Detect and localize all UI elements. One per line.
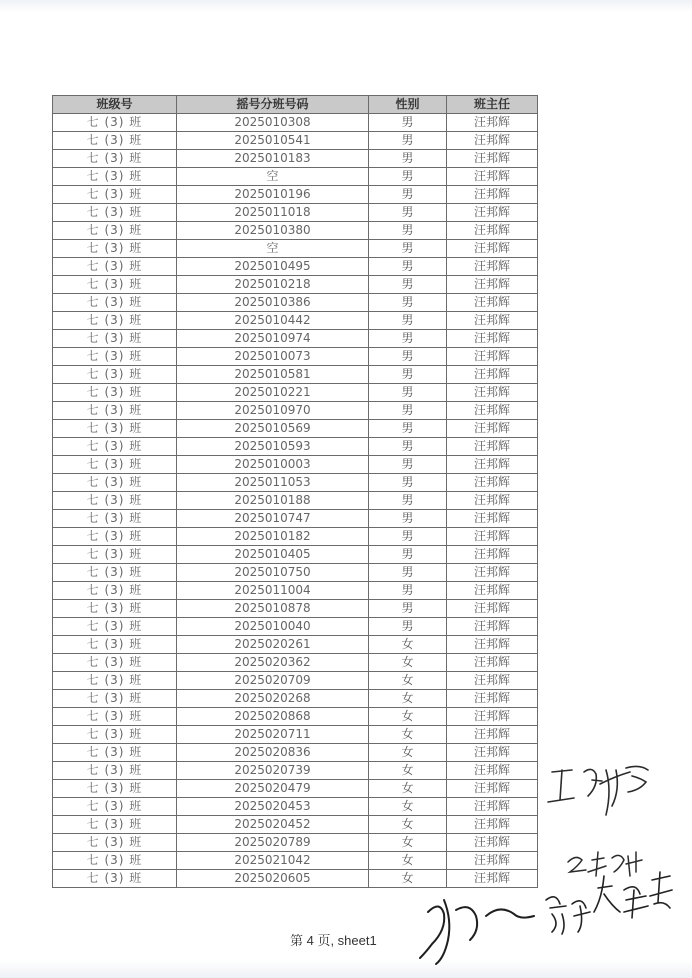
lottery-number-cell: 2025010308 (177, 114, 369, 132)
table-row (53, 582, 538, 600)
class-cell: 七 (3) 班 (53, 780, 177, 798)
head-teacher-cell: 汪邦辉 (447, 276, 538, 294)
head-teacher-cell: 汪邦辉 (447, 618, 538, 636)
table-row (53, 780, 538, 798)
class-cell: 七 (3) 班 (53, 456, 177, 474)
lottery-number-cell: 2025010380 (177, 222, 369, 240)
head-teacher-cell: 汪邦辉 (447, 798, 538, 816)
lottery-number-cell: 2025020605 (177, 870, 369, 888)
head-teacher-cell: 汪邦辉 (447, 294, 538, 312)
gender-cell: 男 (369, 528, 447, 546)
class-cell: 七 (3) 班 (53, 276, 177, 294)
table-row (53, 132, 538, 150)
lottery-number-cell: 2025010541 (177, 132, 369, 150)
head-teacher-cell: 汪邦辉 (447, 456, 538, 474)
gender-cell: 男 (369, 420, 447, 438)
lottery-number-cell: 2025020261 (177, 636, 369, 654)
lottery-number-cell: 2025020453 (177, 798, 369, 816)
class-roster-table (52, 95, 538, 888)
header-head-teacher: 班主任 (447, 96, 538, 114)
lottery-number-cell: 2025010221 (177, 384, 369, 402)
lottery-number-cell: 2025010188 (177, 492, 369, 510)
table-row (53, 654, 538, 672)
lottery-number-cell: 2025020739 (177, 762, 369, 780)
head-teacher-cell: 汪邦辉 (447, 366, 538, 384)
gender-cell: 男 (369, 186, 447, 204)
class-cell: 七 (3) 班 (53, 762, 177, 780)
lottery-number-cell: 2025010593 (177, 438, 369, 456)
lottery-number-cell: 2025011053 (177, 474, 369, 492)
gender-cell: 男 (369, 600, 447, 618)
class-cell: 七 (3) 班 (53, 870, 177, 888)
table-row (53, 852, 538, 870)
lottery-number-cell: 空 (177, 240, 369, 258)
head-teacher-cell: 汪邦辉 (447, 312, 538, 330)
gender-cell: 男 (369, 618, 447, 636)
gender-cell: 女 (369, 762, 447, 780)
head-teacher-cell: 汪邦辉 (447, 582, 538, 600)
class-cell: 七 (3) 班 (53, 294, 177, 312)
lottery-number-cell: 2025010495 (177, 258, 369, 276)
class-cell: 七 (3) 班 (53, 150, 177, 168)
table-row (53, 420, 538, 438)
class-cell: 七 (3) 班 (53, 726, 177, 744)
gender-cell: 男 (369, 456, 447, 474)
class-cell: 七 (3) 班 (53, 798, 177, 816)
head-teacher-cell: 汪邦辉 (447, 330, 538, 348)
head-teacher-cell: 汪邦辉 (447, 132, 538, 150)
gender-cell: 女 (369, 726, 447, 744)
table-row (53, 690, 538, 708)
gender-cell: 男 (369, 510, 447, 528)
class-cell: 七 (3) 班 (53, 222, 177, 240)
gender-cell: 男 (369, 114, 447, 132)
gender-cell: 女 (369, 654, 447, 672)
class-cell: 七 (3) 班 (53, 690, 177, 708)
lottery-number-cell: 2025010569 (177, 420, 369, 438)
table-row (53, 762, 538, 780)
table-row (53, 204, 538, 222)
lottery-number-cell: 2025011004 (177, 582, 369, 600)
head-teacher-cell: 汪邦辉 (447, 834, 538, 852)
class-cell: 七 (3) 班 (53, 564, 177, 582)
class-cell: 七 (3) 班 (53, 402, 177, 420)
head-teacher-cell: 汪邦辉 (447, 528, 538, 546)
class-cell: 七 (3) 班 (53, 546, 177, 564)
table-row (53, 816, 538, 834)
head-teacher-cell: 汪邦辉 (447, 114, 538, 132)
head-teacher-cell: 汪邦辉 (447, 726, 538, 744)
table-row (53, 744, 538, 762)
head-teacher-cell: 汪邦辉 (447, 654, 538, 672)
gender-cell: 男 (369, 402, 447, 420)
head-teacher-cell: 汪邦辉 (447, 744, 538, 762)
lottery-number-cell: 2025010970 (177, 402, 369, 420)
gender-cell: 男 (369, 258, 447, 276)
head-teacher-cell: 汪邦辉 (447, 870, 538, 888)
gender-cell: 女 (369, 816, 447, 834)
gender-cell: 男 (369, 384, 447, 402)
head-teacher-cell: 汪邦辉 (447, 420, 538, 438)
gender-cell: 男 (369, 564, 447, 582)
gender-cell: 女 (369, 690, 447, 708)
gender-cell: 男 (369, 474, 447, 492)
gender-cell: 男 (369, 492, 447, 510)
gender-cell: 男 (369, 204, 447, 222)
table-row (53, 348, 538, 366)
table-row (53, 150, 538, 168)
gender-cell: 男 (369, 132, 447, 150)
gender-cell: 男 (369, 222, 447, 240)
lottery-number-cell: 2025020709 (177, 672, 369, 690)
class-cell: 七 (3) 班 (53, 492, 177, 510)
lottery-number-cell: 2025010182 (177, 528, 369, 546)
head-teacher-cell: 汪邦辉 (447, 150, 538, 168)
head-teacher-cell: 汪邦辉 (447, 186, 538, 204)
gender-cell: 男 (369, 312, 447, 330)
header-class: 班级号 (53, 96, 177, 114)
class-cell: 七 (3) 班 (53, 654, 177, 672)
lottery-number-cell: 2025010750 (177, 564, 369, 582)
class-cell: 七 (3) 班 (53, 366, 177, 384)
lottery-number-cell: 2025010974 (177, 330, 369, 348)
gender-cell: 女 (369, 834, 447, 852)
lottery-number-cell: 2025010218 (177, 276, 369, 294)
class-cell: 七 (3) 班 (53, 348, 177, 366)
head-teacher-cell: 汪邦辉 (447, 762, 538, 780)
gender-cell: 女 (369, 798, 447, 816)
gender-cell: 男 (369, 348, 447, 366)
lottery-number-cell: 2025010196 (177, 186, 369, 204)
head-teacher-cell: 汪邦辉 (447, 600, 538, 618)
table-row (53, 222, 538, 240)
lottery-number-cell: 2025020836 (177, 744, 369, 762)
gender-cell: 男 (369, 438, 447, 456)
lottery-number-cell: 2025010003 (177, 456, 369, 474)
class-cell: 七 (3) 班 (53, 852, 177, 870)
table-row (53, 312, 538, 330)
head-teacher-cell: 汪邦辉 (447, 708, 538, 726)
head-teacher-cell: 汪邦辉 (447, 474, 538, 492)
class-cell: 七 (3) 班 (53, 186, 177, 204)
class-cell: 七 (3) 班 (53, 132, 177, 150)
class-cell: 七 (3) 班 (53, 420, 177, 438)
lottery-number-cell: 2025020711 (177, 726, 369, 744)
head-teacher-cell: 汪邦辉 (447, 672, 538, 690)
head-teacher-cell: 汪邦辉 (447, 348, 538, 366)
gender-cell: 女 (369, 636, 447, 654)
class-cell: 七 (3) 班 (53, 510, 177, 528)
class-cell: 七 (3) 班 (53, 384, 177, 402)
gender-cell: 女 (369, 780, 447, 798)
lottery-number-cell: 2025021042 (177, 852, 369, 870)
lottery-number-cell: 2025020868 (177, 708, 369, 726)
page-footer: 第 4 页, sheet1 (290, 933, 377, 948)
head-teacher-cell: 汪邦辉 (447, 546, 538, 564)
gender-cell: 男 (369, 582, 447, 600)
class-cell: 七 (3) 班 (53, 528, 177, 546)
gender-cell: 女 (369, 870, 447, 888)
lottery-number-cell: 2025010386 (177, 294, 369, 312)
lottery-number-cell: 2025010073 (177, 348, 369, 366)
head-teacher-cell: 汪邦辉 (447, 204, 538, 222)
head-teacher-cell: 汪邦辉 (447, 258, 538, 276)
gender-cell: 女 (369, 708, 447, 726)
table-header-row (53, 96, 538, 114)
head-teacher-cell: 汪邦辉 (447, 564, 538, 582)
class-cell: 七 (3) 班 (53, 672, 177, 690)
class-cell: 七 (3) 班 (53, 618, 177, 636)
lottery-number-cell: 2025010442 (177, 312, 369, 330)
class-cell: 七 (3) 班 (53, 312, 177, 330)
gender-cell: 女 (369, 744, 447, 762)
table-row (53, 528, 538, 546)
table-row (53, 474, 538, 492)
table-row (53, 870, 538, 888)
gender-cell: 男 (369, 546, 447, 564)
head-teacher-cell: 汪邦辉 (447, 168, 538, 186)
lottery-number-cell: 2025010878 (177, 600, 369, 618)
class-cell: 七 (3) 班 (53, 636, 177, 654)
table-row (53, 618, 538, 636)
lottery-number-cell: 2025020789 (177, 834, 369, 852)
class-cell: 七 (3) 班 (53, 168, 177, 186)
class-cell: 七 (3) 班 (53, 816, 177, 834)
table-row (53, 276, 538, 294)
table-row (53, 186, 538, 204)
table-row (53, 294, 538, 312)
head-teacher-cell: 汪邦辉 (447, 780, 538, 798)
table-row (53, 600, 538, 618)
gender-cell: 男 (369, 240, 447, 258)
table-row (53, 438, 538, 456)
head-teacher-cell: 汪邦辉 (447, 438, 538, 456)
gender-cell: 男 (369, 276, 447, 294)
header-gender: 性别 (369, 96, 447, 114)
table-row (53, 546, 538, 564)
lottery-number-cell: 2025020479 (177, 780, 369, 798)
head-teacher-cell: 汪邦辉 (447, 222, 538, 240)
table-body (53, 114, 538, 888)
class-cell: 七 (3) 班 (53, 258, 177, 276)
head-teacher-cell: 汪邦辉 (447, 852, 538, 870)
lottery-number-cell: 2025010581 (177, 366, 369, 384)
class-cell: 七 (3) 班 (53, 240, 177, 258)
head-teacher-cell: 汪邦辉 (447, 510, 538, 528)
head-teacher-cell: 汪邦辉 (447, 240, 538, 258)
gender-cell: 男 (369, 168, 447, 186)
table-row (53, 168, 538, 186)
class-cell: 七 (3) 班 (53, 204, 177, 222)
class-cell: 七 (3) 班 (53, 834, 177, 852)
class-cell: 七 (3) 班 (53, 744, 177, 762)
lottery-number-cell: 空 (177, 168, 369, 186)
table-row (53, 240, 538, 258)
class-cell: 七 (3) 班 (53, 708, 177, 726)
head-teacher-cell: 汪邦辉 (447, 816, 538, 834)
class-cell: 七 (3) 班 (53, 600, 177, 618)
head-teacher-cell: 汪邦辉 (447, 492, 538, 510)
class-cell: 七 (3) 班 (53, 582, 177, 600)
head-teacher-cell: 汪邦辉 (447, 384, 538, 402)
gender-cell: 男 (369, 366, 447, 384)
table-row (53, 510, 538, 528)
gender-cell: 女 (369, 852, 447, 870)
lottery-number-cell: 2025010747 (177, 510, 369, 528)
table-row (53, 636, 538, 654)
table-row (53, 564, 538, 582)
lottery-number-cell: 2025010405 (177, 546, 369, 564)
table-row (53, 726, 538, 744)
head-teacher-cell: 汪邦辉 (447, 690, 538, 708)
table-row (53, 672, 538, 690)
table-row (53, 456, 538, 474)
lottery-number-cell: 2025011018 (177, 204, 369, 222)
gender-cell: 男 (369, 294, 447, 312)
table-row (53, 492, 538, 510)
head-teacher-cell: 汪邦辉 (447, 402, 538, 420)
class-cell: 七 (3) 班 (53, 330, 177, 348)
lottery-number-cell: 2025010040 (177, 618, 369, 636)
table-row (53, 708, 538, 726)
lottery-number-cell: 2025020362 (177, 654, 369, 672)
table-row (53, 114, 538, 132)
header-lottery-number: 摇号分班号码 (177, 96, 369, 114)
table-row (53, 834, 538, 852)
head-teacher-cell: 汪邦辉 (447, 636, 538, 654)
table-row (53, 384, 538, 402)
gender-cell: 女 (369, 672, 447, 690)
gender-cell: 男 (369, 330, 447, 348)
lottery-number-cell: 2025010183 (177, 150, 369, 168)
table-row (53, 330, 538, 348)
lottery-number-cell: 2025020268 (177, 690, 369, 708)
table-row (53, 798, 538, 816)
class-cell: 七 (3) 班 (53, 474, 177, 492)
class-cell: 七 (3) 班 (53, 438, 177, 456)
table-row (53, 366, 538, 384)
table-row (53, 402, 538, 420)
table-row (53, 258, 538, 276)
class-cell: 七 (3) 班 (53, 114, 177, 132)
lottery-number-cell: 2025020452 (177, 816, 369, 834)
gender-cell: 男 (369, 150, 447, 168)
